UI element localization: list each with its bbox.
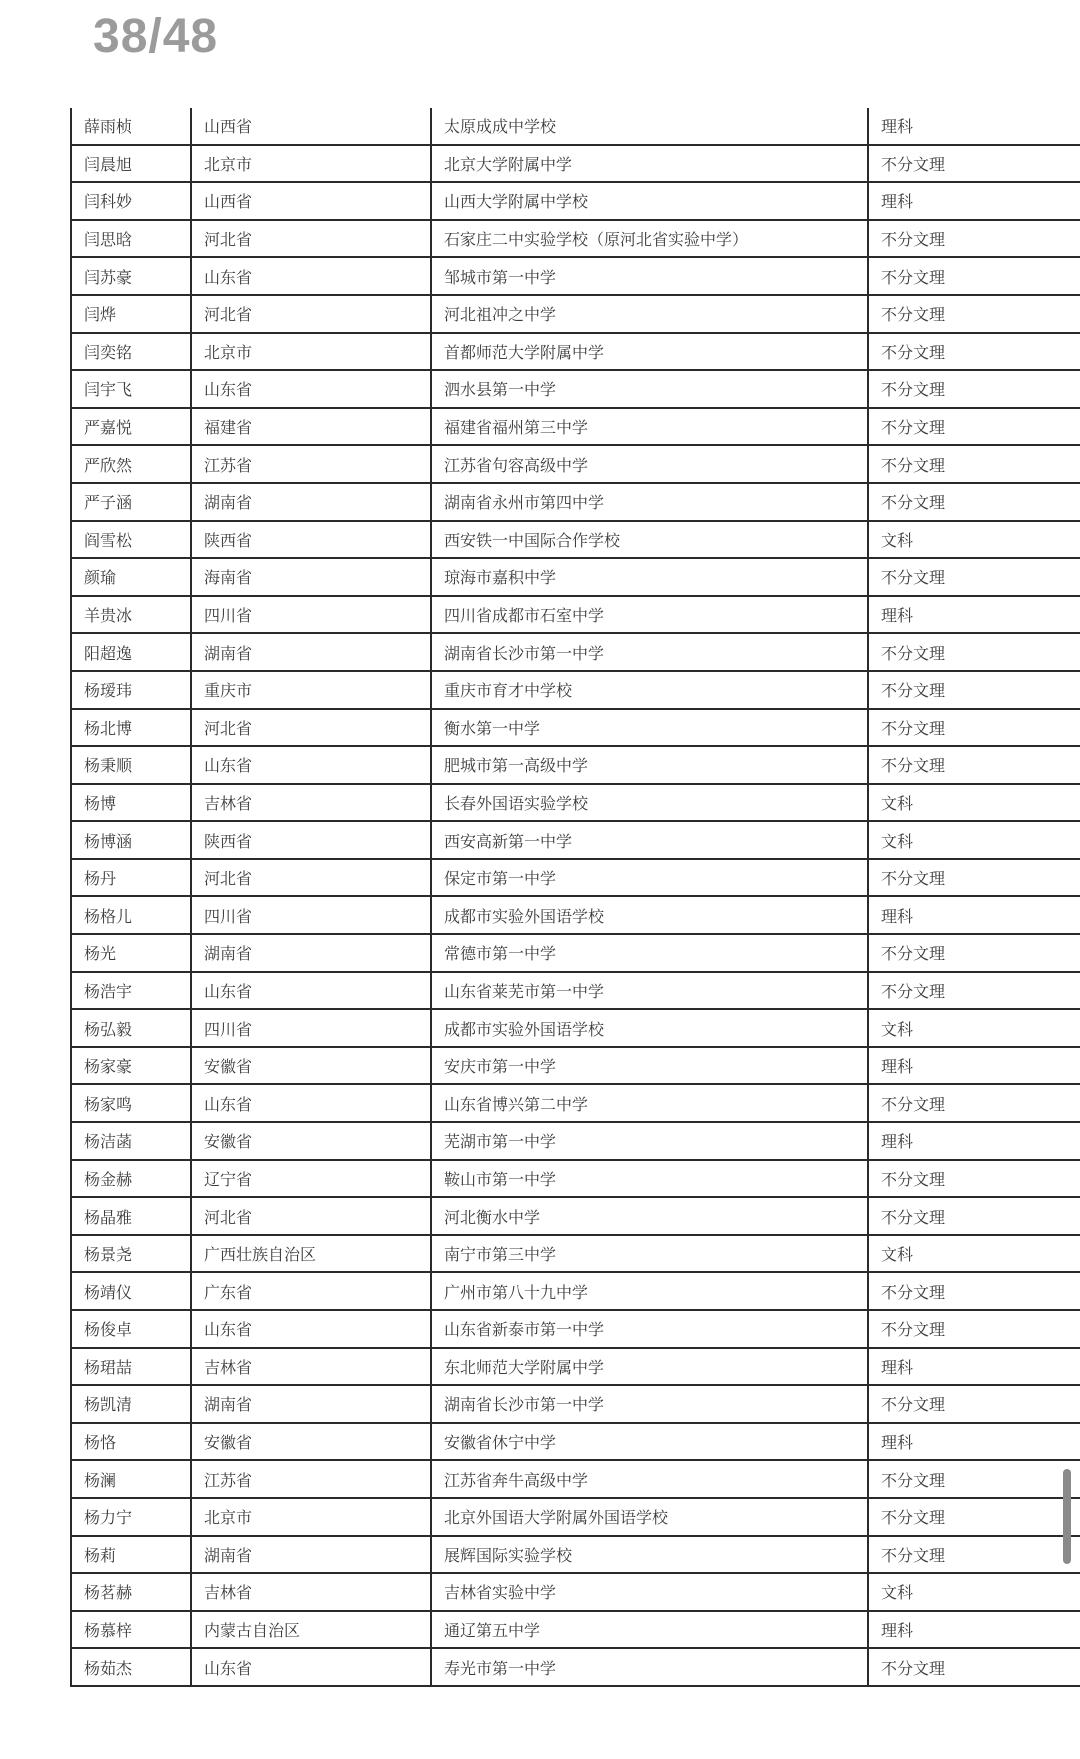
category-cell: 理科: [868, 1047, 1080, 1085]
school-cell: 鞍山市第一中学: [431, 1160, 868, 1198]
table-row: [71, 821, 1080, 859]
province-cell: 北京市: [191, 145, 431, 183]
province-cell: 山东省: [191, 1084, 431, 1122]
province-cell: 河北省: [191, 220, 431, 258]
category-cell: 文科: [868, 1009, 1080, 1047]
school-cell: 北京大学附属中学: [431, 145, 868, 183]
province-cell: 河北省: [191, 859, 431, 897]
province-cell: 河北省: [191, 295, 431, 333]
province-cell: 河北省: [191, 1197, 431, 1235]
name-cell: 杨茹杰: [71, 1648, 191, 1686]
school-cell: 重庆市育才中学校: [431, 671, 868, 709]
province-cell: 湖南省: [191, 633, 431, 671]
category-cell: 不分文理: [868, 859, 1080, 897]
category-cell: 不分文理: [868, 408, 1080, 446]
table-row: [71, 1611, 1080, 1649]
name-cell: 闫奕铭: [71, 333, 191, 371]
table-row: [71, 671, 1080, 709]
category-cell: 不分文理: [868, 1084, 1080, 1122]
category-cell: 文科: [868, 521, 1080, 559]
name-cell: 杨金赫: [71, 1160, 191, 1198]
table-row: [71, 1536, 1080, 1574]
province-cell: 四川省: [191, 1009, 431, 1047]
table-row: [71, 1160, 1080, 1198]
table-row: [71, 1122, 1080, 1160]
province-cell: 山东省: [191, 972, 431, 1010]
name-cell: 杨靖仪: [71, 1272, 191, 1310]
table-row: [71, 370, 1080, 408]
name-cell: 杨秉顺: [71, 746, 191, 784]
table-row: [71, 1084, 1080, 1122]
category-cell: 不分文理: [868, 746, 1080, 784]
province-cell: 吉林省: [191, 1573, 431, 1611]
category-cell: 理科: [868, 1122, 1080, 1160]
school-cell: 成都市实验外国语学校: [431, 1009, 868, 1047]
name-cell: 杨光: [71, 934, 191, 972]
province-cell: 四川省: [191, 596, 431, 634]
name-cell: 严欣然: [71, 445, 191, 483]
table-row: [71, 746, 1080, 784]
table-row: [71, 1648, 1080, 1686]
table-row: [71, 1460, 1080, 1498]
category-cell: 理科: [868, 1348, 1080, 1386]
category-cell: 文科: [868, 1573, 1080, 1611]
school-cell: 常德市第一中学: [431, 934, 868, 972]
province-cell: 山东省: [191, 257, 431, 295]
province-cell: 山东省: [191, 1648, 431, 1686]
table-row: [71, 1573, 1080, 1611]
school-cell: 吉林省实验中学: [431, 1573, 868, 1611]
table-row: [71, 558, 1080, 596]
province-cell: 山东省: [191, 1310, 431, 1348]
table-row: [71, 483, 1080, 521]
name-cell: 严嘉悦: [71, 408, 191, 446]
table-row: [71, 1385, 1080, 1423]
name-cell: 杨博: [71, 784, 191, 822]
name-cell: 杨北博: [71, 709, 191, 747]
table-row: [71, 182, 1080, 220]
table-row: [71, 445, 1080, 483]
table-row: [71, 784, 1080, 822]
name-cell: 闫科妙: [71, 182, 191, 220]
school-cell: 衡水第一中学: [431, 709, 868, 747]
category-cell: 不分文理: [868, 709, 1080, 747]
province-cell: 江苏省: [191, 1460, 431, 1498]
category-cell: 不分文理: [868, 333, 1080, 371]
school-cell: 首都师范大学附属中学: [431, 333, 868, 371]
school-cell: 南宁市第三中学: [431, 1235, 868, 1273]
student-list-table-body: [71, 108, 1080, 1686]
name-cell: 颜瑜: [71, 558, 191, 596]
school-cell: 石家庄二中实验学校（原河北省实验中学）: [431, 220, 868, 258]
province-cell: 陕西省: [191, 521, 431, 559]
vertical-scrollbar-thumb[interactable]: [1063, 1469, 1071, 1564]
school-cell: 北京外国语大学附属外国语学校: [431, 1498, 868, 1536]
name-cell: 闫苏豪: [71, 257, 191, 295]
name-cell: 杨凯清: [71, 1385, 191, 1423]
name-cell: 闫晨旭: [71, 145, 191, 183]
category-cell: 理科: [868, 108, 1080, 145]
table-row: [71, 1197, 1080, 1235]
name-cell: 杨俊卓: [71, 1310, 191, 1348]
province-cell: 湖南省: [191, 934, 431, 972]
table-row: [71, 521, 1080, 559]
school-cell: 西安铁一中国际合作学校: [431, 521, 868, 559]
category-cell: 不分文理: [868, 1310, 1080, 1348]
name-cell: 杨澜: [71, 1460, 191, 1498]
province-cell: 四川省: [191, 896, 431, 934]
province-cell: 湖南省: [191, 1385, 431, 1423]
table-row: [71, 108, 1080, 145]
province-cell: 广西壮族自治区: [191, 1235, 431, 1273]
name-cell: 阳超逸: [71, 633, 191, 671]
name-cell: 杨浩宇: [71, 972, 191, 1010]
school-cell: 东北师范大学附属中学: [431, 1348, 868, 1386]
category-cell: 不分文理: [868, 1197, 1080, 1235]
category-cell: 不分文理: [868, 972, 1080, 1010]
category-cell: 理科: [868, 1611, 1080, 1649]
table-row: [71, 972, 1080, 1010]
table-row: [71, 1498, 1080, 1536]
table-row: [71, 596, 1080, 634]
table-row: [71, 934, 1080, 972]
province-cell: 吉林省: [191, 784, 431, 822]
category-cell: 不分文理: [868, 220, 1080, 258]
category-cell: 不分文理: [868, 633, 1080, 671]
category-cell: 不分文理: [868, 934, 1080, 972]
school-cell: 太原成成中学校: [431, 108, 868, 145]
table-row: [71, 295, 1080, 333]
name-cell: 杨景尧: [71, 1235, 191, 1273]
school-cell: 河北祖冲之中学: [431, 295, 868, 333]
table-row: [71, 220, 1080, 258]
category-cell: 文科: [868, 784, 1080, 822]
category-cell: 不分文理: [868, 1536, 1080, 1574]
name-cell: 杨洁菡: [71, 1122, 191, 1160]
name-cell: 羊贵冰: [71, 596, 191, 634]
category-cell: 不分文理: [868, 1498, 1080, 1536]
school-cell: 展辉国际实验学校: [431, 1536, 868, 1574]
table-row: [71, 1047, 1080, 1085]
province-cell: 山西省: [191, 108, 431, 145]
name-cell: 杨晶雅: [71, 1197, 191, 1235]
school-cell: 湖南省长沙市第一中学: [431, 633, 868, 671]
category-cell: 不分文理: [868, 145, 1080, 183]
category-cell: 不分文理: [868, 295, 1080, 333]
school-cell: 四川省成都市石室中学: [431, 596, 868, 634]
province-cell: 江苏省: [191, 445, 431, 483]
school-cell: 山东省新泰市第一中学: [431, 1310, 868, 1348]
school-cell: 山西大学附属中学校: [431, 182, 868, 220]
province-cell: 重庆市: [191, 671, 431, 709]
table-row: [71, 1272, 1080, 1310]
name-cell: 闫宇飞: [71, 370, 191, 408]
name-cell: 杨弘毅: [71, 1009, 191, 1047]
category-cell: 不分文理: [868, 558, 1080, 596]
category-cell: 不分文理: [868, 445, 1080, 483]
school-cell: 江苏省奔牛高级中学: [431, 1460, 868, 1498]
school-cell: 保定市第一中学: [431, 859, 868, 897]
table-row: [71, 257, 1080, 295]
school-cell: 福建省福州第三中学: [431, 408, 868, 446]
table-row: [71, 859, 1080, 897]
category-cell: 不分文理: [868, 671, 1080, 709]
school-cell: 芜湖市第一中学: [431, 1122, 868, 1160]
name-cell: 杨莉: [71, 1536, 191, 1574]
province-cell: 山东省: [191, 370, 431, 408]
school-cell: 湖南省永州市第四中学: [431, 483, 868, 521]
province-cell: 安徽省: [191, 1423, 431, 1461]
table-row: [71, 896, 1080, 934]
province-cell: 湖南省: [191, 1536, 431, 1574]
name-cell: 闫思晗: [71, 220, 191, 258]
table-row: [71, 145, 1080, 183]
province-cell: 北京市: [191, 1498, 431, 1536]
name-cell: 杨茗赫: [71, 1573, 191, 1611]
category-cell: 理科: [868, 182, 1080, 220]
category-cell: 不分文理: [868, 1385, 1080, 1423]
school-cell: 邹城市第一中学: [431, 257, 868, 295]
name-cell: 杨珺喆: [71, 1348, 191, 1386]
category-cell: 不分文理: [868, 1272, 1080, 1310]
table-row: [71, 333, 1080, 371]
province-cell: 陕西省: [191, 821, 431, 859]
category-cell: 不分文理: [868, 257, 1080, 295]
school-cell: 山东省莱芜市第一中学: [431, 972, 868, 1010]
province-cell: 山西省: [191, 182, 431, 220]
table-row: [71, 1310, 1080, 1348]
name-cell: 杨丹: [71, 859, 191, 897]
school-cell: 肥城市第一高级中学: [431, 746, 868, 784]
table-row: [71, 408, 1080, 446]
school-cell: 江苏省句容高级中学: [431, 445, 868, 483]
province-cell: 安徽省: [191, 1122, 431, 1160]
school-cell: 长春外国语实验学校: [431, 784, 868, 822]
category-cell: 不分文理: [868, 1648, 1080, 1686]
category-cell: 文科: [868, 821, 1080, 859]
province-cell: 广东省: [191, 1272, 431, 1310]
name-cell: 杨恪: [71, 1423, 191, 1461]
school-cell: 河北衡水中学: [431, 1197, 868, 1235]
name-cell: 杨家鸣: [71, 1084, 191, 1122]
table-row: [71, 1009, 1080, 1047]
school-cell: 寿光市第一中学: [431, 1648, 868, 1686]
province-cell: 辽宁省: [191, 1160, 431, 1198]
school-cell: 广州市第八十九中学: [431, 1272, 868, 1310]
name-cell: 杨家豪: [71, 1047, 191, 1085]
school-cell: 安庆市第一中学: [431, 1047, 868, 1085]
student-list-table: [70, 108, 1080, 1687]
name-cell: 杨力宁: [71, 1498, 191, 1536]
category-cell: 不分文理: [868, 483, 1080, 521]
name-cell: 阎雪松: [71, 521, 191, 559]
name-cell: 杨格儿: [71, 896, 191, 934]
category-cell: 文科: [868, 1235, 1080, 1273]
name-cell: 杨瑷玮: [71, 671, 191, 709]
name-cell: 杨博涵: [71, 821, 191, 859]
province-cell: 湖南省: [191, 483, 431, 521]
name-cell: 闫烨: [71, 295, 191, 333]
category-cell: 理科: [868, 596, 1080, 634]
province-cell: 内蒙古自治区: [191, 1611, 431, 1649]
name-cell: 薛雨桢: [71, 108, 191, 145]
province-cell: 山东省: [191, 746, 431, 784]
table-row: [71, 1348, 1080, 1386]
category-cell: 理科: [868, 896, 1080, 934]
school-cell: 成都市实验外国语学校: [431, 896, 868, 934]
school-cell: 山东省博兴第二中学: [431, 1084, 868, 1122]
school-cell: 琼海市嘉积中学: [431, 558, 868, 596]
province-cell: 海南省: [191, 558, 431, 596]
table-row: [71, 709, 1080, 747]
province-cell: 吉林省: [191, 1348, 431, 1386]
school-cell: 泗水县第一中学: [431, 370, 868, 408]
province-cell: 安徽省: [191, 1047, 431, 1085]
province-cell: 河北省: [191, 709, 431, 747]
category-cell: 不分文理: [868, 370, 1080, 408]
school-cell: 西安高新第一中学: [431, 821, 868, 859]
school-cell: 湖南省长沙市第一中学: [431, 1385, 868, 1423]
name-cell: 杨慕梓: [71, 1611, 191, 1649]
page-indicator: 38/48: [93, 10, 219, 63]
category-cell: 不分文理: [868, 1160, 1080, 1198]
province-cell: 福建省: [191, 408, 431, 446]
category-cell: 不分文理: [868, 1460, 1080, 1498]
school-cell: 通辽第五中学: [431, 1611, 868, 1649]
school-cell: 安徽省休宁中学: [431, 1423, 868, 1461]
province-cell: 北京市: [191, 333, 431, 371]
category-cell: 理科: [868, 1423, 1080, 1461]
table-row: [71, 633, 1080, 671]
table-row: [71, 1423, 1080, 1461]
table-row: [71, 1235, 1080, 1273]
name-cell: 严子涵: [71, 483, 191, 521]
